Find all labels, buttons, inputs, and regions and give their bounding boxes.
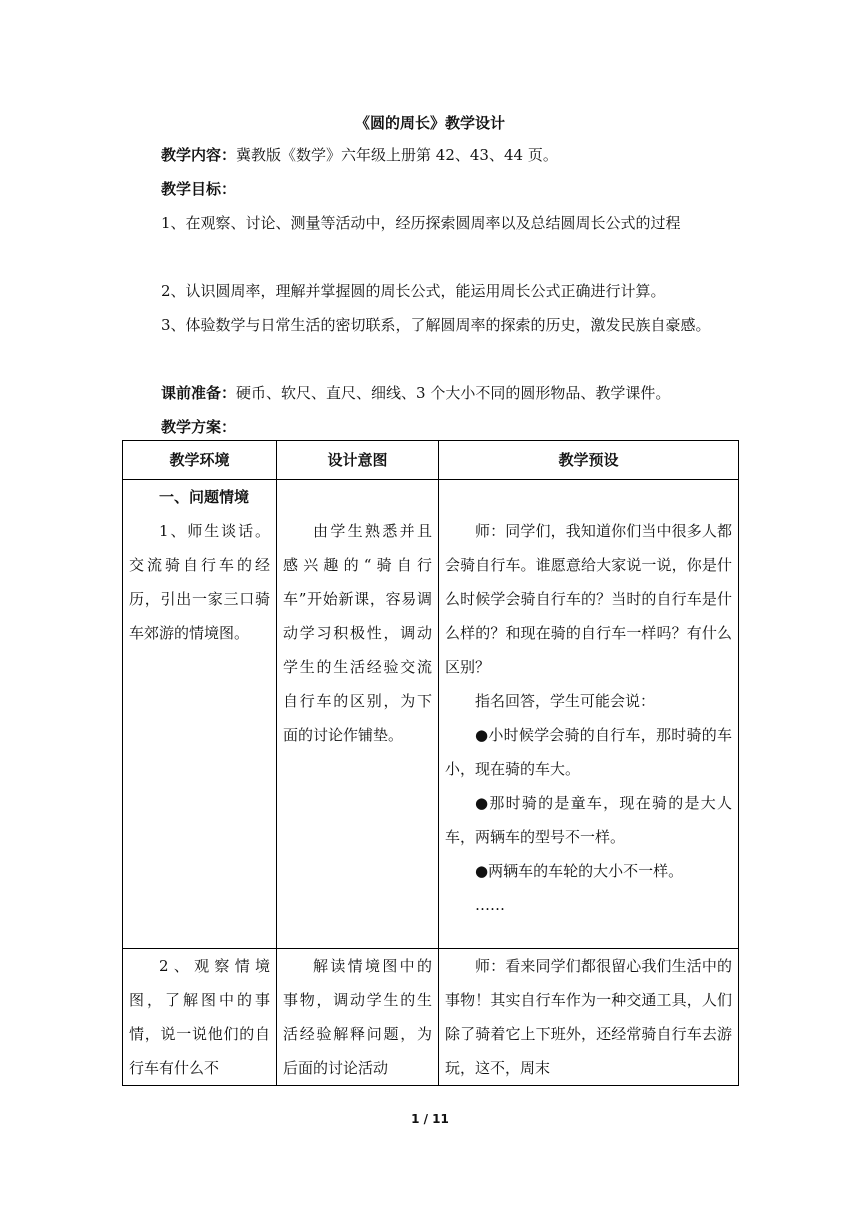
intent-cell xyxy=(277,480,439,949)
content-label: 教学内容： xyxy=(161,146,237,164)
env-text: 1、师生谈话。交流骑自行车的经历，引出一家三口骑车郊游的情境图。 xyxy=(129,522,270,642)
header-preset: 教学预设 xyxy=(439,441,739,480)
intent-cell xyxy=(277,949,439,1086)
lesson-plan-table xyxy=(122,440,739,1086)
preset-bullet: ●两辆车的车轮的大小不一样。 xyxy=(475,862,684,880)
document-title: 《圆的周长》教学设计 xyxy=(354,114,505,132)
goal-item-3: 3、体验数学与日常生活的密切联系，了解圆周率的探索的历史，激发民族自豪感。 xyxy=(161,316,711,334)
preset-bullet: ●那时骑的是童车，现在骑的是大人车，两辆车的型号不一样。 xyxy=(445,794,732,846)
env-text: 2、观察情境图，了解图中的事情，说一说他们的自行车有什么不 xyxy=(129,957,270,1077)
table-row xyxy=(123,480,739,949)
goal-item-2: 2、认识圆周率，理解并掌握圆的周长公式，能运用周长公式正确进行计算。 xyxy=(161,282,666,300)
env-cell xyxy=(123,480,277,949)
intent-text: 由学生熟悉并且感兴趣的“骑自行车”开始新课，容易调动学习积极性，调动学生的生活经验交流自行车的区别，为下面的讨论作铺垫。 xyxy=(283,522,432,744)
intent-text: 解读情境图中的事物，调动学生的生活经验解释问题，为后面的讨论活动 xyxy=(283,957,432,1077)
preset-bullet: ●小时候学会骑的自行车，那时骑的车小，现在骑的车大。 xyxy=(445,726,732,778)
plan-label: 教学方案： xyxy=(161,418,237,436)
goal-item-1: 1、在观察、讨论、测量等活动中，经历探索圆周率以及总结圆周长公式的过程 xyxy=(161,214,681,232)
content-line xyxy=(131,138,733,172)
prep-line xyxy=(131,376,733,410)
header-intent: 设计意图 xyxy=(277,441,439,480)
preset-paragraph: 指名回答，学生可能会说： xyxy=(475,692,656,710)
section-heading: 一、问题情境 xyxy=(159,488,250,506)
prep-text: 硬币、软尺、直尺、细线、3 个大小不同的圆形物品、教学课件。 xyxy=(236,384,671,402)
plan-heading xyxy=(131,410,733,444)
preset-paragraph: 师：看来同学们都很留心我们生活中的事物！其实自行车作为一种交通工具，人们除了骑着它上下班外，还经常骑自行车去游玩，这不，周末 xyxy=(445,957,732,1077)
goals-label: 教学目标： xyxy=(161,180,237,198)
preset-cell xyxy=(439,480,739,949)
preset-ellipsis: …… xyxy=(475,896,505,914)
table-header-row xyxy=(123,441,739,480)
table-row xyxy=(123,949,739,1086)
header-environment: 教学环境 xyxy=(123,441,277,480)
preset-cell xyxy=(439,949,739,1086)
goals-heading xyxy=(131,172,733,206)
preset-paragraph: 师：同学们，我知道你们当中很多人都会骑自行车。谁愿意给大家说一说，你是什么时候学会骑自行车的？当时的自行车是什么样的？和现在骑的自行车一样吗？有什么区别？ xyxy=(445,522,732,676)
env-cell xyxy=(123,949,277,1086)
prep-label: 课前准备： xyxy=(161,384,237,402)
page-number: 1 / 11 xyxy=(411,1112,449,1126)
content-text: 冀教版《数学》六年级上册第 42、43、44 页。 xyxy=(236,146,558,164)
